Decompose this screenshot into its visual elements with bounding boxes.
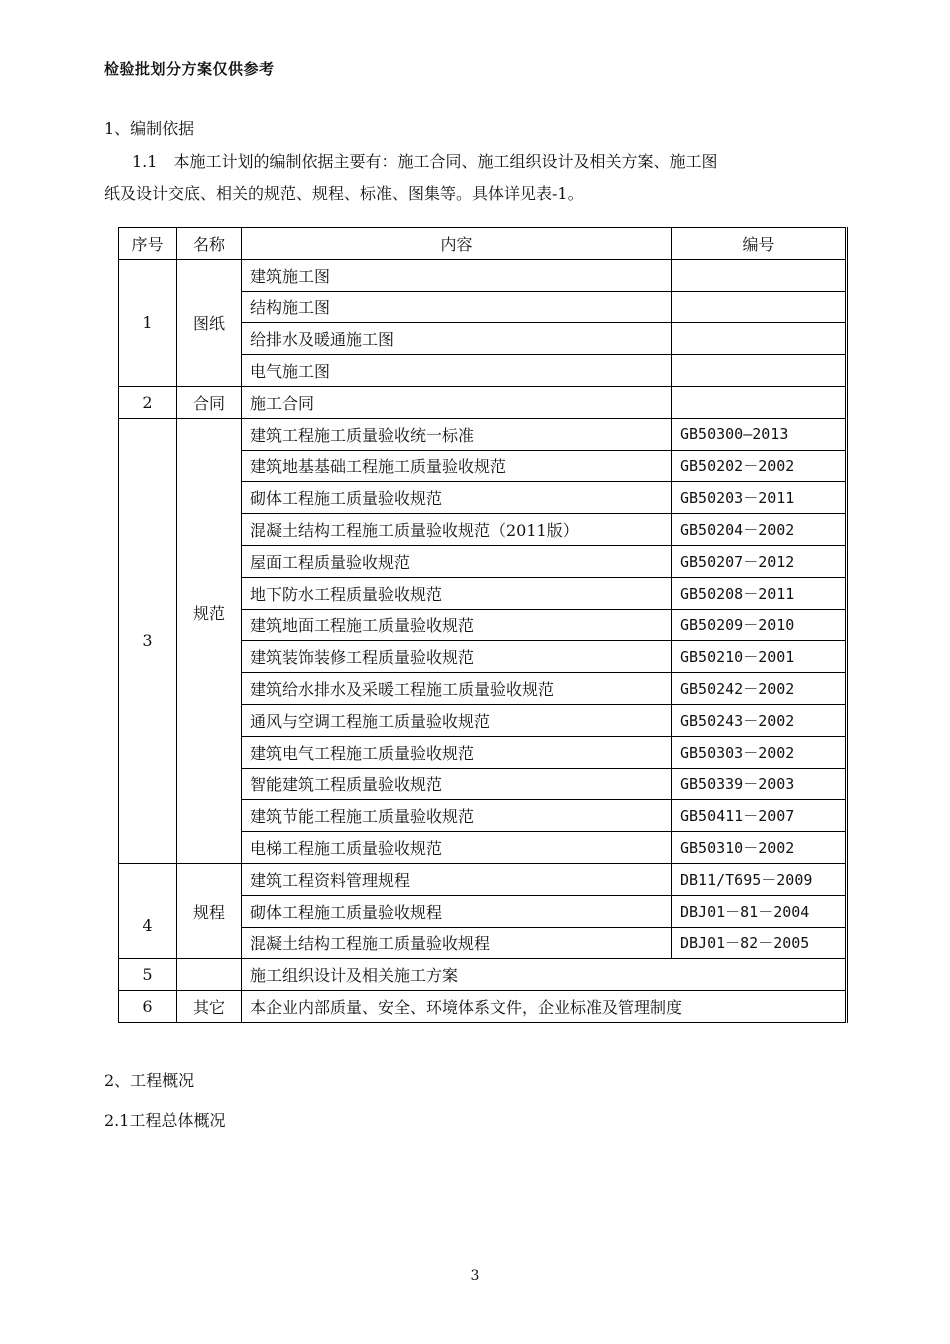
row-content: 砌体工程施工质量验收规范 xyxy=(242,482,672,514)
row-code: GB50310－2002 xyxy=(672,832,847,864)
row-code xyxy=(672,355,847,387)
row-code: GB50209－2010 xyxy=(672,609,847,641)
row-content: 建筑地面工程施工质量验收规范 xyxy=(242,609,672,641)
row-code: DB11/T695－2009 xyxy=(672,863,847,895)
row-code: GB50204－2002 xyxy=(672,514,847,546)
row-content: 混凝土结构工程施工质量验收规程 xyxy=(242,927,672,959)
table-row xyxy=(119,386,847,418)
paragraph-line-2: 纸及设计交底、相关的规范、规程、标准、图集等。具体详见表-1。 xyxy=(104,184,584,203)
group-name xyxy=(177,959,242,991)
group-no: 1 xyxy=(119,259,177,386)
group-no: 3 xyxy=(119,418,177,863)
row-code xyxy=(672,291,847,323)
row-code: GB50242－2002 xyxy=(672,673,847,705)
header-name: 名称 xyxy=(177,228,242,260)
row-content: 建筑工程施工质量验收统一标准 xyxy=(242,418,672,450)
section-2-1-heading: 2.1工程总体概况 xyxy=(104,1111,226,1130)
row-code: GB50207－2012 xyxy=(672,545,847,577)
row-code xyxy=(672,386,847,418)
table-row xyxy=(119,418,847,450)
paragraph-line-1: 1.1 本施工计划的编制依据主要有：施工合同、施工组织设计及相关方案、施工图 xyxy=(132,152,718,171)
row-content: 智能建筑工程质量验收规范 xyxy=(242,768,672,800)
row-code: DBJ01－81－2004 xyxy=(672,895,847,927)
group-no: 2 xyxy=(119,386,177,418)
section-1-paragraph xyxy=(104,146,844,210)
row-content: 地下防水工程质量验收规范 xyxy=(242,577,672,609)
row-content: 建筑装饰装修工程质量验收规范 xyxy=(242,641,672,673)
row-code xyxy=(672,259,847,291)
row-content: 砌体工程施工质量验收规程 xyxy=(242,895,672,927)
row-code: GB50208－2011 xyxy=(672,577,847,609)
group-no: 5 xyxy=(119,959,177,991)
group-name: 图纸 xyxy=(177,259,242,386)
row-content: 电梯工程施工质量验收规范 xyxy=(242,832,672,864)
row-content: 建筑工程资料管理规程 xyxy=(242,863,672,895)
row-code: GB50339－2003 xyxy=(672,768,847,800)
row-content: 给排水及暖通施工图 xyxy=(242,323,672,355)
row-content: 本企业内部质量、安全、环境体系文件，企业标准及管理制度 xyxy=(242,991,847,1023)
row-code: GB50203－2011 xyxy=(672,482,847,514)
row-content: 建筑地基基础工程施工质量验收规范 xyxy=(242,450,672,482)
row-code: GB50202－2002 xyxy=(672,450,847,482)
group-name: 规程 xyxy=(177,863,242,958)
row-content: 通风与空调工程施工质量验收规范 xyxy=(242,704,672,736)
section-1-heading: 1、编制依据 xyxy=(104,119,195,138)
row-code: GB50303－2002 xyxy=(672,736,847,768)
basis-table xyxy=(118,227,848,1023)
row-content: 施工合同 xyxy=(242,386,672,418)
group-name: 合同 xyxy=(177,386,242,418)
row-content: 施工组织设计及相关施工方案 xyxy=(242,959,847,991)
row-content: 屋面工程质量验收规范 xyxy=(242,545,672,577)
row-content: 电气施工图 xyxy=(242,355,672,387)
row-content: 混凝土结构工程施工质量验收规范（2011版） xyxy=(242,514,672,546)
page-number: 3 xyxy=(470,1268,480,1284)
header-no: 序号 xyxy=(119,228,177,260)
header-content: 内容 xyxy=(242,228,672,260)
group-no: 6 xyxy=(119,991,177,1023)
table-header-row xyxy=(119,228,847,260)
row-content: 建筑节能工程施工质量验收规范 xyxy=(242,800,672,832)
section-2-heading: 2、工程概况 xyxy=(104,1071,195,1090)
row-content: 建筑施工图 xyxy=(242,259,672,291)
group-name: 其它 xyxy=(177,991,242,1023)
table-row xyxy=(119,991,847,1023)
row-content: 建筑电气工程施工质量验收规范 xyxy=(242,736,672,768)
row-code: GB50210－2001 xyxy=(672,641,847,673)
row-code: GB50411－2007 xyxy=(672,800,847,832)
table-row xyxy=(119,259,847,291)
row-code: GB50243－2002 xyxy=(672,704,847,736)
row-code: GB50300—2013 xyxy=(672,418,847,450)
group-no: 4 xyxy=(119,863,177,958)
row-code: DBJ01－82－2005 xyxy=(672,927,847,959)
row-code xyxy=(672,323,847,355)
row-content: 结构施工图 xyxy=(242,291,672,323)
document-header: 检验批划分方案仅供参考 xyxy=(104,60,275,78)
table-row xyxy=(119,959,847,991)
row-content: 建筑给水排水及采暖工程施工质量验收规范 xyxy=(242,673,672,705)
table-row xyxy=(119,863,847,895)
group-name: 规范 xyxy=(177,418,242,863)
header-code: 编号 xyxy=(672,228,847,260)
